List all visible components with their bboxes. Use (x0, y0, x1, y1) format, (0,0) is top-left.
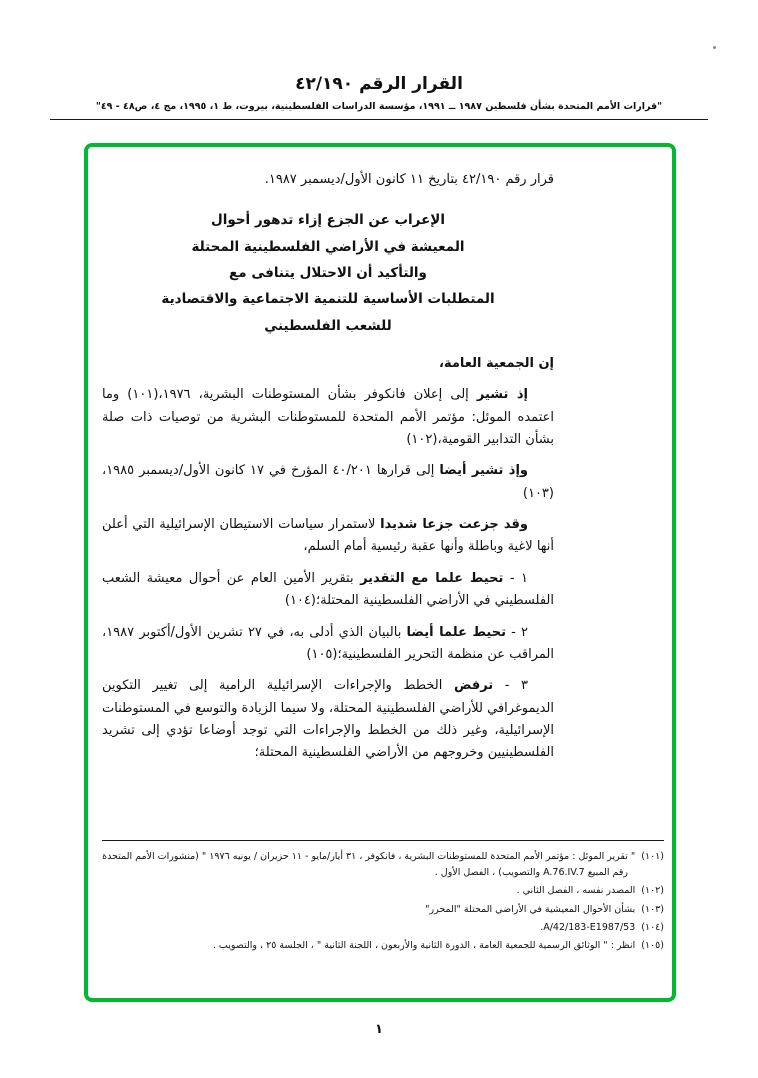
paragraph-text: بتقرير الأمين العام عن أحوال معيشة الشعب الفلسطيني في الأراضي الفلسطينية المحتلة؛(١٠٤) (102, 570, 554, 609)
footnote (102, 849, 664, 881)
paragraph-lead: تحيط علما مع التقدير (360, 570, 504, 586)
resolution-date-line: قرار رقم ٤٢/١٩٠ بتاريخ ١١ كانون الأول/ديسمبر ١٩٨٧. (264, 172, 554, 187)
footnote-divider (102, 840, 664, 841)
footnote (102, 938, 664, 954)
highlight-box (84, 143, 676, 1002)
footnote (102, 920, 664, 936)
footnote-number: (١٠١) (641, 851, 664, 863)
footnote-text: المصدر نفسه ، الفصل الثاني . (516, 885, 636, 897)
paragraph-lead: إذ تشير (476, 387, 529, 403)
paragraph-text: إلى قرارها ٤٠/٢٠١ المؤرخ في ١٧ كانون الأول/ديسمبر ١٩٨٥،(١٠٣) (102, 463, 554, 501)
footnote-number: (١٠٥) (641, 939, 664, 951)
heading-line: المتطلبات الأساسية للتنمية الاجتماعية والاقتصادية (161, 291, 495, 308)
resolution-body (102, 169, 554, 774)
operative-paragraph (102, 568, 554, 613)
document-header (0, 74, 758, 120)
footnote-text: بشأن الأحوال المعيشية في الأراضي المحتلة "المحرر" (425, 903, 636, 915)
opening-line: إن الجمعية العامة، (439, 355, 554, 371)
page-title: القرار الرقم ٤٢/١٩٠ (295, 74, 463, 94)
footnote-number: (١٠٢) (641, 885, 664, 897)
preamble-paragraph (102, 460, 554, 505)
footnote-number: (١٠٤) (641, 921, 664, 933)
resolution-heading (102, 207, 554, 339)
footnote (102, 883, 664, 899)
paragraph-lead: وقد جزعت جزعا شديدا (380, 517, 528, 533)
paragraph-number: ٢ - (511, 624, 528, 640)
paragraph-text: بالبيان الذي أدلى به، في ٢٧ تشرين الأول/أكتوبر ١٩٨٧، المراقب عن منظمة التحرير الفلسطينية؛(١٠٥) (102, 624, 554, 662)
footnote-number: (١٠٣) (641, 903, 664, 915)
heading-line: المعيشة في الأراضي الفلسطينية المحتلة (191, 238, 465, 255)
footnote-text: A/42/183-E1987/53. (540, 921, 636, 933)
heading-line: الإعراب عن الجزع إزاء تدهور أحوال (211, 212, 445, 229)
paragraph-lead: تحيط علما أيضا (406, 624, 506, 640)
page-number: ١ (375, 1022, 383, 1037)
paragraph-number: ٣ - (504, 678, 528, 694)
paragraph-text: إلى إعلان فانكوفر بشأن المستوطنات البشرية، ١٩٧٦،(١٠١) وما اعتمده الموئل: مؤتمر الأمم المتحدة للمستوطنات البشرية من توصيات ذات صلة بشأن التدابير القومية،(١٠٢) (102, 387, 554, 447)
paragraph-lead: ترفض (453, 678, 494, 694)
footnote-text: " تقرير الموئل : مؤتمر الأمم المتحدة للمستوطنات البشرية ، فانكوفر ، ٣١ أيار/مايو - ١١ حزيران / يونيه ١٩٧٦ " (منشورات الأمم المتحدة رقم المبيع A.76.IV.7 والتصويب) ، الفصل الأول . (102, 851, 636, 879)
footnote-text: انظر : " الوثائق الرسمية للجمعية العامة ، الدورة الثانية والأربعون ، اللجنة الثانية " ، الجلسة ٢٥ ، والتصويب . (212, 939, 636, 951)
preamble-paragraph (102, 384, 554, 451)
preamble-paragraph (102, 514, 554, 559)
footnote (102, 902, 664, 918)
paragraph-lead: وإذ تشير أيضا (439, 463, 528, 479)
paragraph-text: الخطط والإجراءات الإسرائيلية الرامية إلى تغيير التكوين الديموغرافي للأراضي الفلسطينية المحتلة، ولا سيما الزيادة والتوسع في المستوطنات الإسرائيلية، وغير ذلك من الخطط والإجراءات التي توجد أوضاعا تؤدي إلى تشريد الفلسطينيين وخروجهم من الأراضي الفلسطينية المحتلة؛ (102, 678, 554, 761)
heading-line: والتأكيد أن الاحتلال يتنافى مع (229, 264, 427, 281)
header-divider (50, 119, 708, 120)
operative-paragraph (102, 622, 554, 667)
paragraph-number: ١ - (509, 570, 528, 586)
operative-paragraph (102, 675, 554, 764)
heading-line: للشعب الفلسطيني (264, 317, 392, 334)
footnotes-section (102, 840, 664, 956)
source-citation: "قرارات الأمم المتحدة بشأن فلسطين ١٩٨٧ ــ ١٩٩١، مؤسسة الدراسات الفلسطينية، بيروت، ط ١، ١٩٩٥، مج ٤، ص٤٨ - ٤٩" (95, 101, 663, 112)
scan-artifact-dot (713, 46, 716, 49)
paragraph-text: لاستمرار سياسات الاستيطان الإسرائيلية التي أعلن أنها لاغية وباطلة وأنها عقبة رئيسية أمام السلم، (102, 517, 554, 555)
